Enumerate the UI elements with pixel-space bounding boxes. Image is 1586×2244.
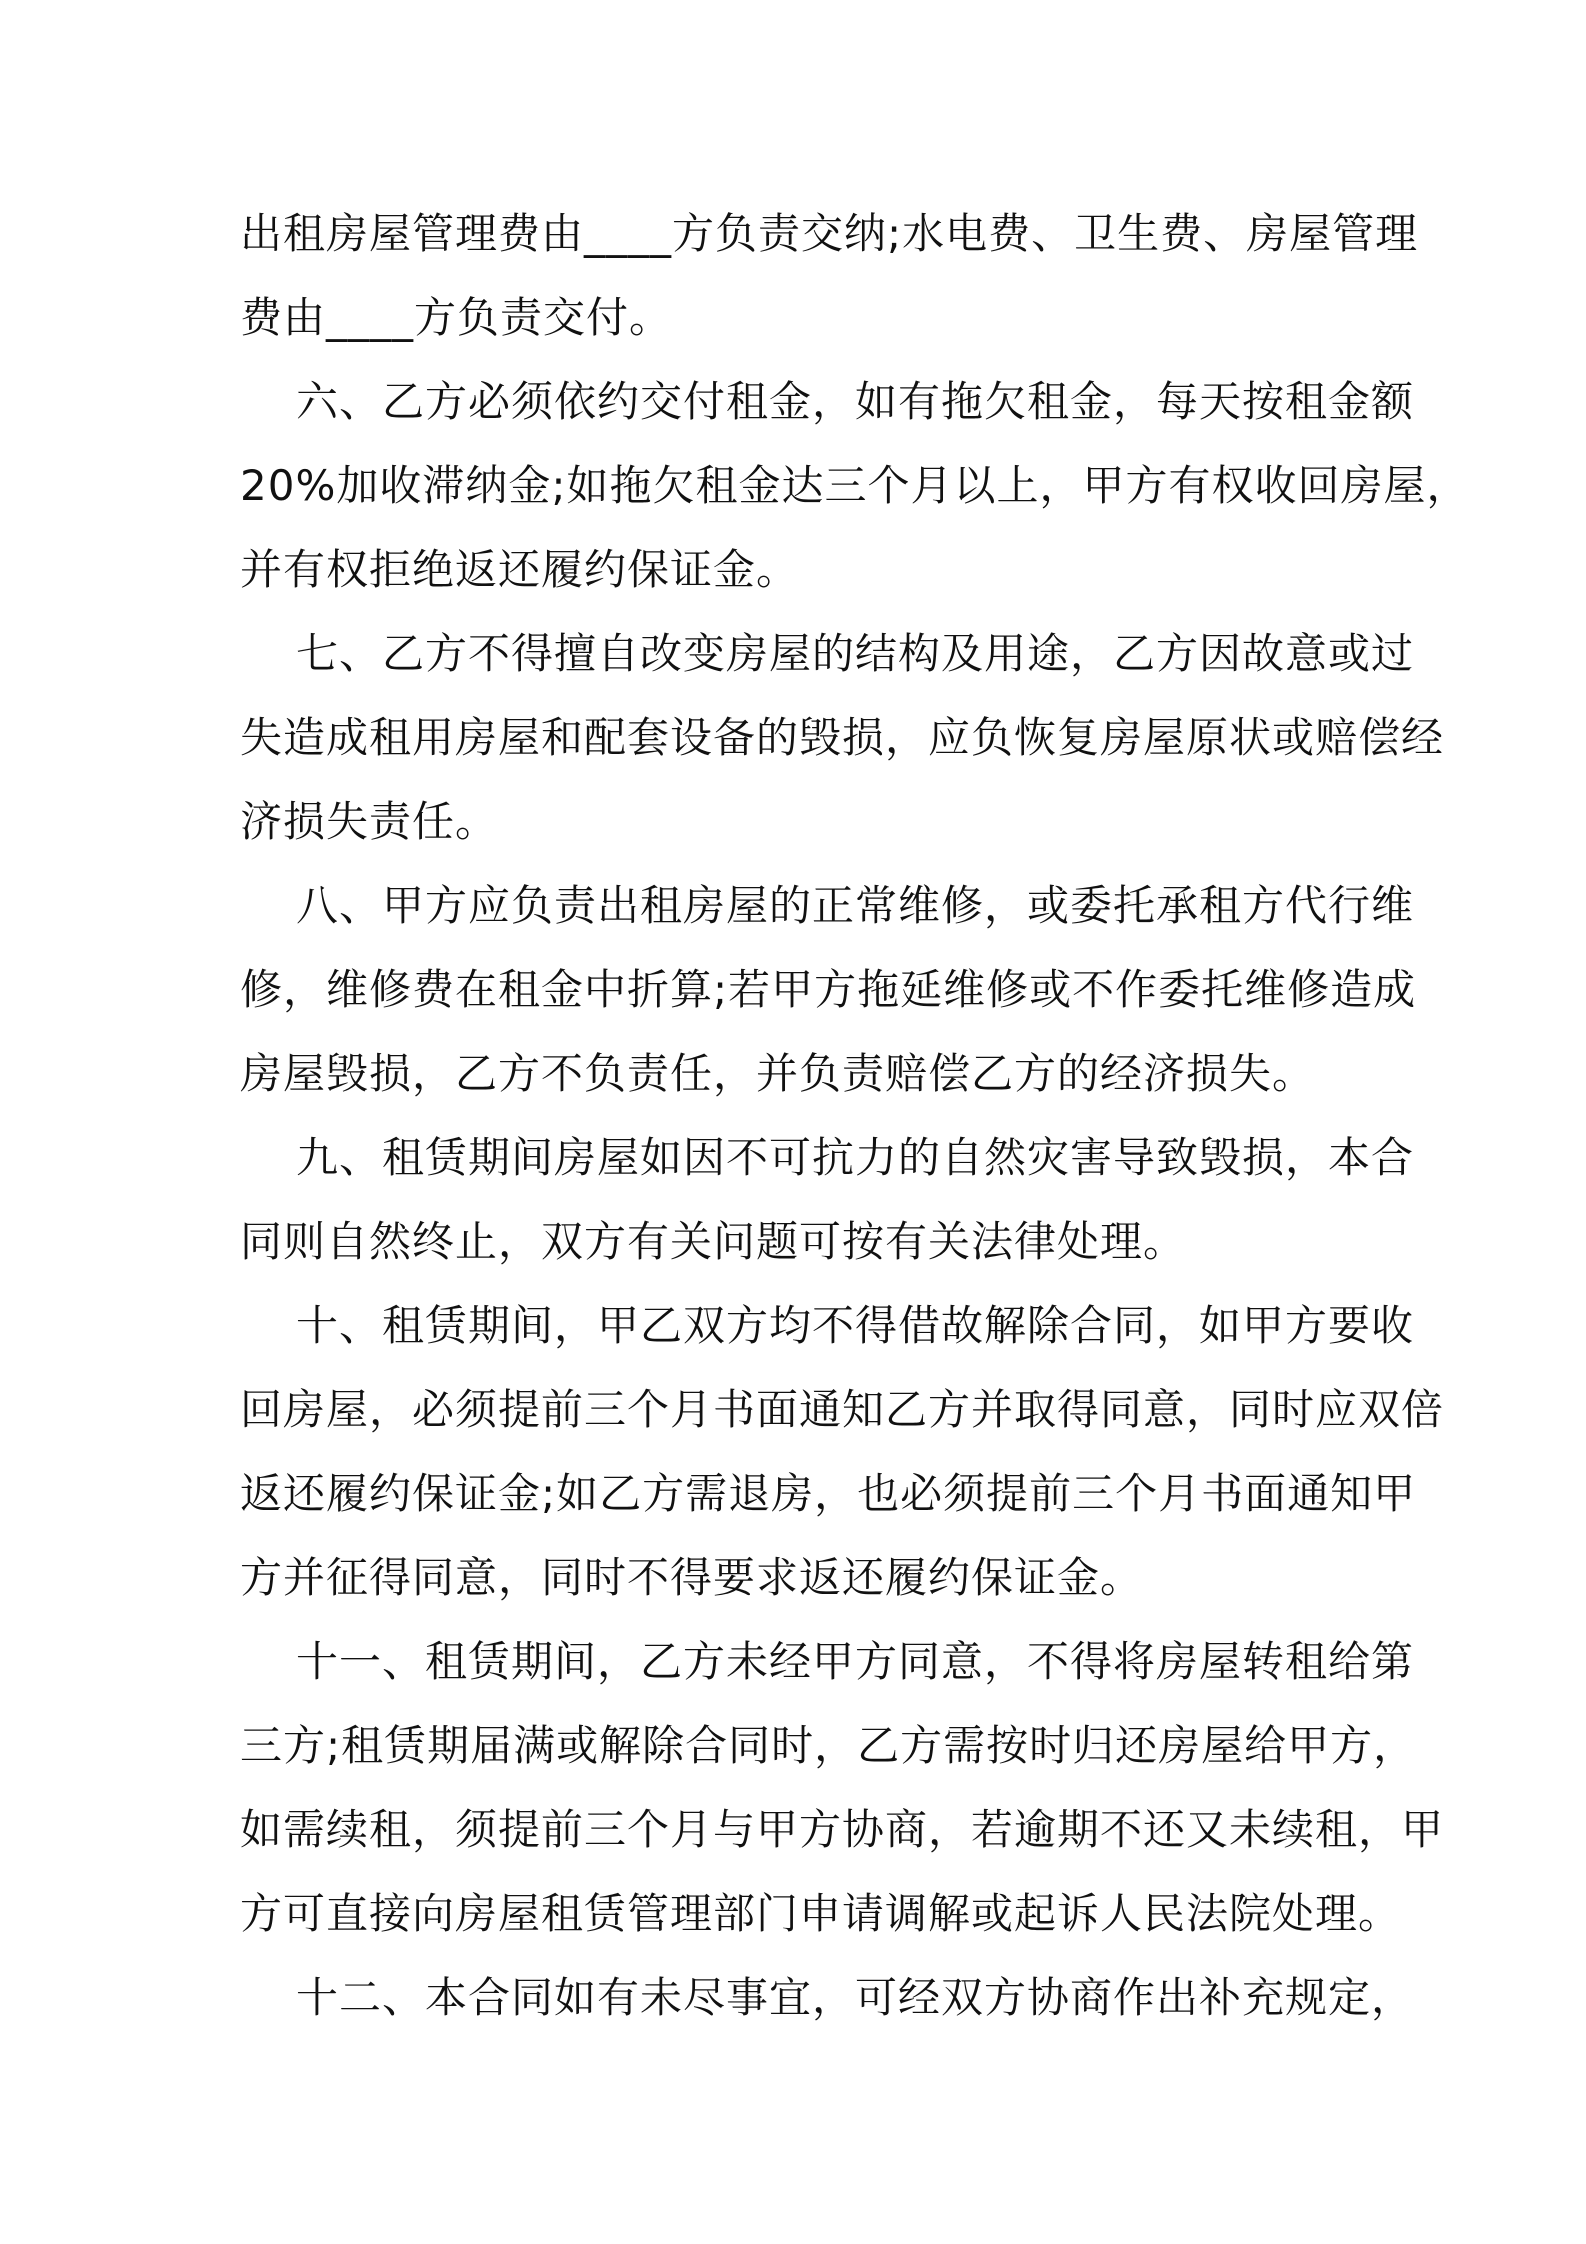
text-line: 修，维修费在租金中折算;若甲方拖延维修或不作委托维修造成 [240, 965, 1417, 1014]
paragraph-clause-6 [240, 360, 1470, 612]
paragraph-clause-11 [240, 1620, 1445, 1956]
text-line: 十一、租赁期间，乙方未经甲方同意，不得将房屋转租给第 [296, 1637, 1415, 1686]
text-line: 并有权拒绝返还履约保证金。 [240, 545, 800, 594]
paragraph-clause-9 [240, 1116, 1415, 1284]
text-line: 六、乙方必须依约交付租金，如有拖欠租金，每天按租金额 [296, 377, 1415, 426]
paragraph-clause-7 [240, 612, 1445, 864]
text-line: 方可直接向房屋租赁管理部门申请调解或起诉人民法院处理。 [240, 1889, 1402, 1938]
paragraph-clause-12 [240, 1956, 1415, 2040]
text-line: 费由____方负责交付。 [240, 293, 673, 342]
text-line: 20%加收滞纳金;如拖欠租金达三个月以上，甲方有权收回房屋， [240, 461, 1470, 510]
document-body [240, 192, 1470, 2040]
text-line: 十、租赁期间，甲乙双方均不得借故解除合同，如甲方要收 [296, 1301, 1415, 1350]
text-line: 济损失责任。 [240, 797, 499, 846]
text-line: 同则自然终止，双方有关问题可按有关法律处理。 [240, 1217, 1187, 1266]
text-line: 回房屋，必须提前三个月书面通知乙方并取得同意，同时应双倍 [240, 1385, 1445, 1434]
text-line: 七、乙方不得擅自改变房屋的结构及用途，乙方因故意或过 [296, 629, 1415, 678]
text-line: 九、租赁期间房屋如因不可抗力的自然灾害导致毁损，本合 [296, 1133, 1415, 1182]
text-line: 失造成租用房屋和配套设备的毁损，应负恢复房屋原状或赔偿经 [240, 713, 1445, 762]
paragraph-clause-8 [240, 864, 1417, 1116]
text-line: 出租房屋管理费由____方负责交纳;水电费、卫生费、房屋管理 [240, 209, 1419, 258]
paragraph-clause-10 [240, 1284, 1445, 1620]
text-line: 如需续租，须提前三个月与甲方协商，若逾期不还又未续租，甲 [240, 1805, 1445, 1854]
text-line: 十二、本合同如有未尽事宜，可经双方协商作出补充规定， [296, 1973, 1415, 2022]
paragraph-fees [240, 192, 1419, 360]
text-line: 方并征得同意，同时不得要求返还履约保证金。 [240, 1553, 1144, 1602]
text-line: 房屋毁损，乙方不负责任，并负责赔偿乙方的经济损失。 [240, 1049, 1316, 1098]
text-line: 八、甲方应负责出租房屋的正常维修，或委托承租方代行维 [296, 881, 1415, 930]
text-line: 三方;租赁期届满或解除合同时，乙方需按时归还房屋给甲方， [240, 1721, 1417, 1770]
text-line: 返还履约保证金;如乙方需退房，也必须提前三个月书面通知甲 [240, 1469, 1417, 1518]
